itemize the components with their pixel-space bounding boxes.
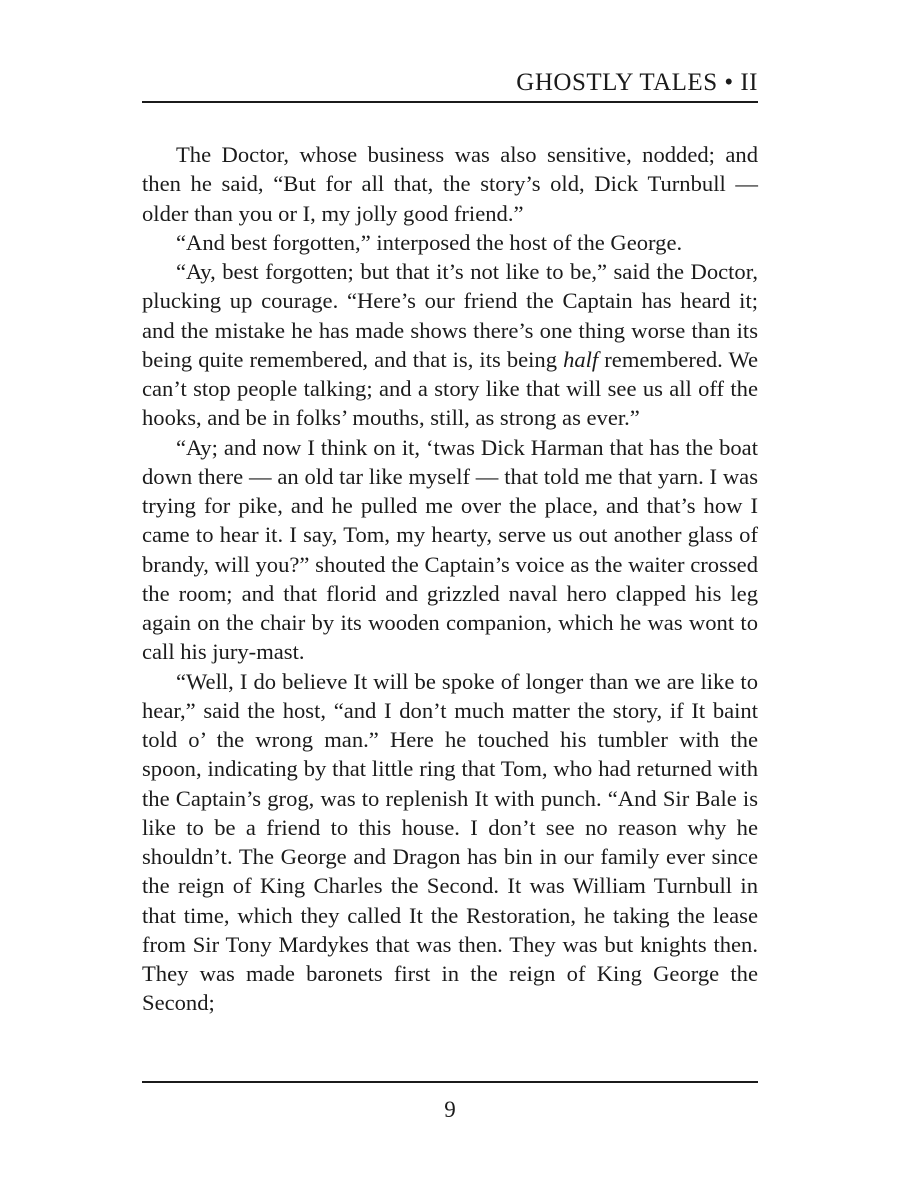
body-text — [142, 140, 758, 1018]
paragraph-1: The Doctor, whose business was also sensitive, nodded; and then he said, “But for all that, the story’s old, Dick Turnbull — older than you or I, my jolly good friend.” — [142, 142, 758, 226]
emphasis-half: half — [563, 346, 599, 372]
paragraph-4: “Ay; and now I think on it, ‘twas Dick Harman that has the boat down there — an old tar like myself — that told me that yarn. I was trying for pike, and he pulled me over the place, and that’s how I came to hear it. I say, Tom, my hearty, serve us out another glass of brandy, will you?” shouted the Captain’s voice as the waiter crossed the room; and that florid and grizzled naval hero clapped his leg again on the chair by its wooden companion, which he was wont to call his jury-mast. — [142, 434, 758, 665]
paragraph-3-part-2: remembered. We can’t stop people talking; and a story like that will see us all off the hooks, and be in folks’ mouths, still, as strong as ever.” — [142, 346, 758, 431]
paragraph-2: “And best forgotten,” interposed the host of the George. — [176, 229, 683, 255]
footer-rule — [142, 1081, 758, 1083]
running-head: GHOSTLY TALES • II — [516, 69, 758, 96]
paragraph-3-part-1: “Ay, best forgotten; but that it’s not like to be,” said the Doctor, plucking up courage. “Here’s our friend the Captain has heard it; and the mistake he has made shows there’s one thing worse than its being quite remembered, and that is, its being — [142, 259, 758, 372]
page-number: 9 — [444, 1097, 456, 1122]
paragraph-5: “Well, I do believe It will be spoke of longer than we are like to hear,” said the host, “and I don’t much matter the story, if It baint told o’ the wrong man.” Here he touched his tumbler with the spoon, indicating by that little ring that Tom, who had returned with the Captain’s grog, was to replenish It with punch. “And Sir Bale is like to be a friend to this house. I don’t see no reason why he shouldn’t. The George and Dragon has bin in our family ever since the reign of King Charles the Second. It was William Turnbull in that time, which they called It the Restoration, he taking the lease from Sir Tony Mardykes that was then. They was but knights then. They was made baronets first in the reign of King George the Second; — [142, 668, 758, 1016]
header-rule — [142, 101, 758, 103]
paragraph-3 — [142, 257, 758, 433]
